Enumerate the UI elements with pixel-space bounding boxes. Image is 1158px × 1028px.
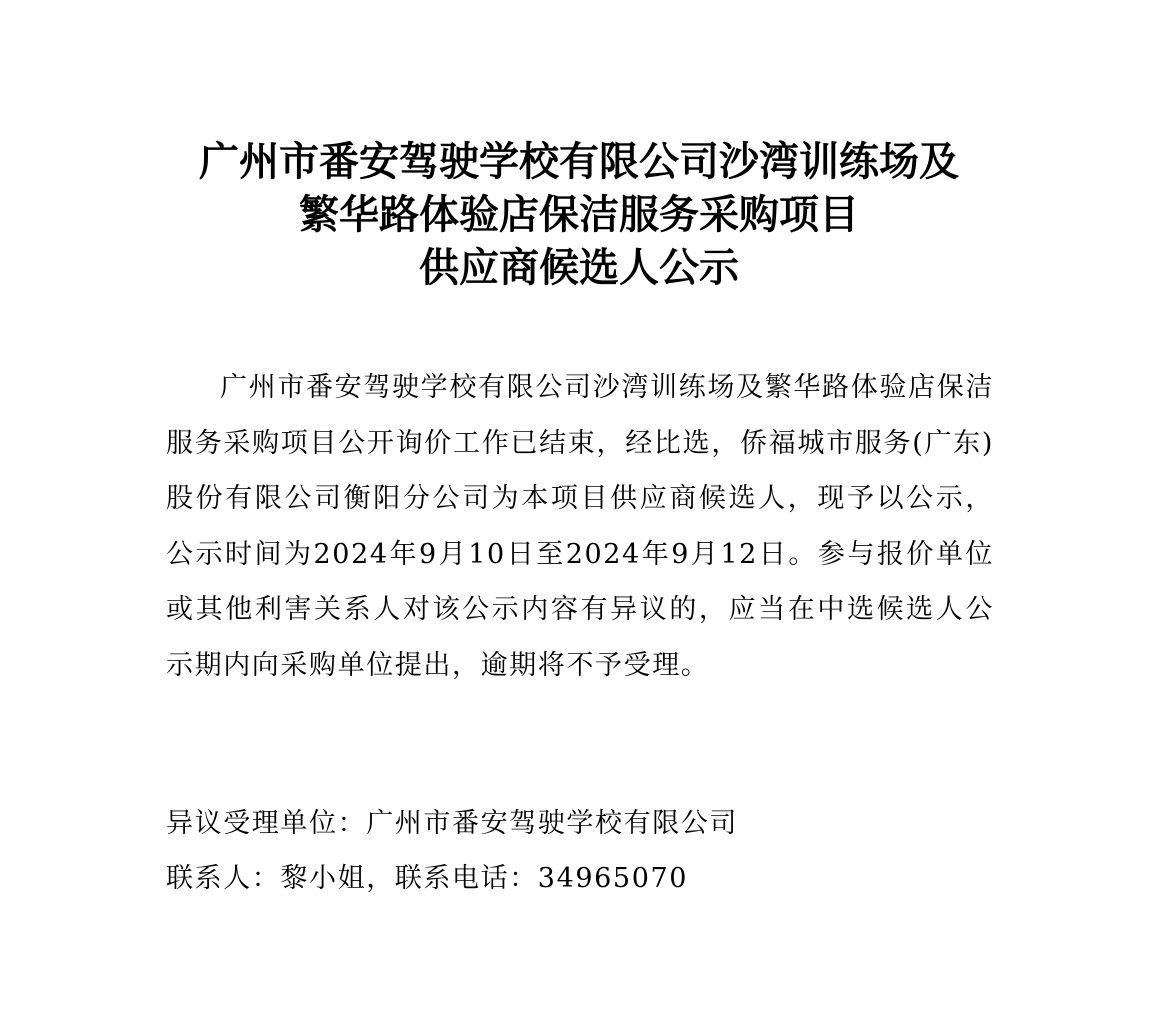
title-line-3: 供应商候选人公示 [419, 245, 739, 291]
document-title [120, 136, 1038, 295]
announcement-paragraph: 广州市番安驾驶学校有限公司沙湾训练场及繁华路体验店保洁服务采购项目公开询价工作已结束，经比选，侨福城市服务(广东)股份有限公司衡阳分公司为本项目供应商候选人，现予以公示，公示时间为2024年9月10日至2024年9月12日。参与报价单位或其他利害关系人对该公示内容有异议的，应当在中选候选人公示期内向采购单位提出，逾期将不予受理。 [166, 372, 994, 681]
contact-block [166, 796, 994, 906]
objection-unit-line: 异议受理单位：广州市番安驾驶学校有限公司 [166, 808, 738, 839]
title-line-1: 广州市番安驾驶学校有限公司沙湾训练场及 [199, 139, 959, 185]
document-body [166, 360, 994, 693]
contact-person-line: 联系人：黎小姐，联系电话：34965070 [166, 863, 689, 894]
title-line-2: 繁华路体验店保洁服务采购项目 [299, 192, 859, 238]
